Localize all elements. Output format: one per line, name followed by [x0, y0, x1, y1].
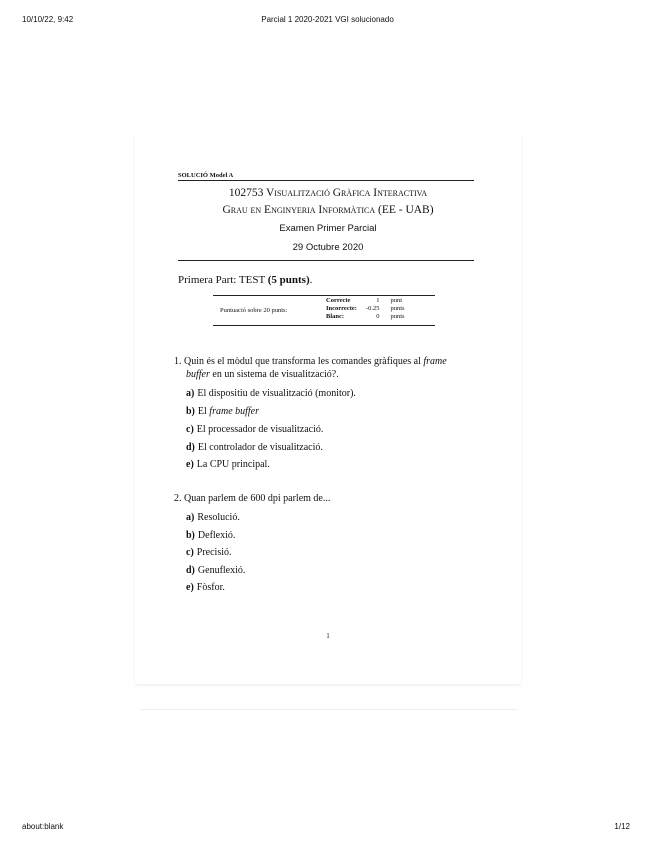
- option-letter: c): [186, 424, 194, 435]
- question-text: en un sistema de visualització?.: [209, 369, 339, 380]
- option-c: [186, 547, 232, 558]
- scoring-name: Incorrecte:: [326, 305, 357, 312]
- print-footer-url: about:blank: [22, 822, 64, 831]
- part-heading-points: (5 punts): [267, 274, 310, 286]
- scoring-top-rule: [213, 295, 435, 296]
- option-text: Genuflexió.: [197, 565, 246, 576]
- part-heading: [178, 274, 312, 286]
- document-page: [135, 132, 521, 684]
- option-text: Precisió.: [196, 547, 232, 558]
- header-bottom-rule: [178, 260, 474, 261]
- question-number: 1.: [174, 356, 182, 367]
- question-1: [174, 355, 494, 381]
- option-text: El dispositiu de visualització (monitor).: [197, 388, 356, 399]
- scoring-label: Puntuació sobre 20 punts:: [220, 307, 288, 314]
- question-text: Quin és el mòdul que transforma les comandes gràfiques al: [184, 356, 424, 367]
- scoring-value: 1: [376, 297, 380, 304]
- course-title: 102753 Visualització Gràfica Interactiva: [228, 187, 428, 199]
- option-text: El processador de visualització.: [196, 424, 324, 435]
- option-d: [186, 565, 245, 576]
- exam-date: 29 Octubre 2020: [292, 242, 364, 253]
- question-text: Quan parlem de 600 dpi parlem de...: [184, 493, 331, 504]
- option-d: [186, 442, 323, 453]
- scoring-row: [323, 297, 408, 305]
- header-top-rule: [178, 180, 474, 181]
- option-letter: c): [186, 547, 194, 558]
- option-letter: b): [186, 406, 195, 417]
- scoring-bottom-rule: [213, 325, 435, 326]
- question-number: 2.: [174, 493, 182, 504]
- option-c: [186, 424, 323, 435]
- solution-label: SOLUCIÓ Model A: [178, 172, 234, 179]
- option-e: [186, 459, 270, 470]
- print-footer-page-count: 1/12: [614, 822, 630, 831]
- question-text-em: buffer: [186, 369, 210, 380]
- option-letter: d): [186, 442, 195, 453]
- option-text: El controlador de visualització.: [197, 442, 323, 453]
- option-a: [186, 388, 356, 399]
- degree-title: Grau en Enginyeria Informàtica (EE - UAB): [222, 204, 434, 216]
- option-text: La CPU principal.: [196, 459, 270, 470]
- option-text: El: [197, 406, 210, 417]
- question-2: [174, 492, 330, 505]
- option-letter: e): [186, 459, 194, 470]
- option-letter: e): [186, 582, 194, 593]
- scoring-name: Correcte: [326, 297, 351, 304]
- page-separator: [140, 709, 517, 710]
- option-text: Resolució.: [197, 512, 240, 523]
- option-letter: a): [186, 512, 195, 523]
- option-letter: b): [186, 530, 195, 541]
- option-text: Deflexió.: [197, 530, 236, 541]
- scoring-name: Blanc:: [326, 313, 345, 320]
- option-letter: a): [186, 388, 195, 399]
- option-e: [186, 582, 225, 593]
- scoring-unit: punt: [390, 297, 403, 304]
- part-heading-text: Primera Part: TEST: [178, 274, 268, 286]
- scoring-value: 0: [376, 313, 380, 320]
- scoring-table: [323, 297, 408, 321]
- exam-title: Examen Primer Parcial: [279, 223, 377, 234]
- page-number: 1: [326, 632, 330, 640]
- option-b: [186, 406, 259, 417]
- option-text: Fòsfor.: [196, 582, 225, 593]
- scoring-unit: punts: [390, 305, 405, 312]
- option-b: [186, 530, 235, 541]
- part-heading-suffix: .: [309, 274, 313, 286]
- option-letter: d): [186, 565, 195, 576]
- question-text-em: frame: [423, 356, 447, 367]
- scoring-row: [323, 305, 408, 313]
- scoring-row: [323, 313, 408, 321]
- option-text-em: frame buffer: [209, 406, 260, 417]
- scoring-unit: punts: [390, 313, 405, 320]
- option-a: [186, 512, 240, 523]
- print-header-title: Parcial 1 2020-2021 VGI solucionado: [261, 15, 394, 24]
- scoring-value: -0.25: [365, 305, 380, 312]
- print-header-datetime: 10/10/22, 9:42: [22, 15, 74, 24]
